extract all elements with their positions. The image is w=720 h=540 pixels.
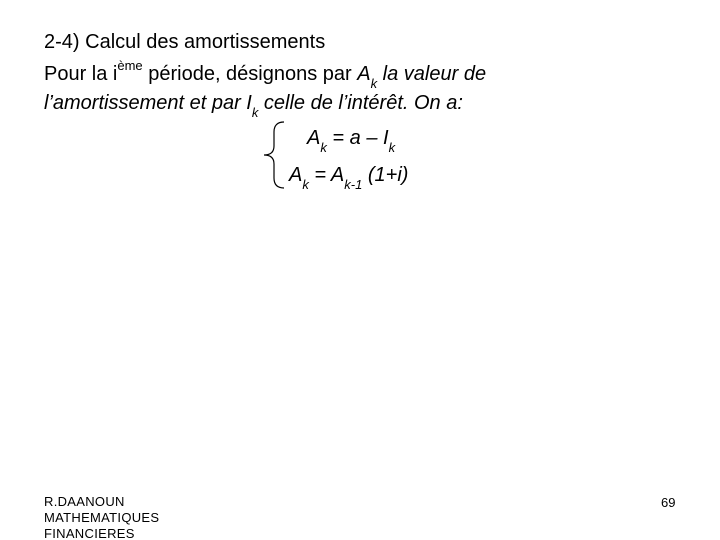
equation-text: = A	[308, 164, 345, 186]
text-segment: l’amortissement et par I	[44, 92, 252, 114]
equation-2	[289, 161, 409, 192]
variable-a: A	[307, 127, 321, 149]
subscript: k	[370, 76, 378, 91]
body-line-2	[44, 89, 463, 120]
footer-line: MATHEMATIQUES	[44, 510, 160, 525]
text-segment: période, désignons par	[142, 63, 358, 85]
superscript: ème	[117, 58, 143, 74]
equation-text: = a – I	[326, 127, 389, 149]
footer-author	[44, 494, 204, 540]
text-segment: Pour la i	[44, 63, 118, 85]
subscript: k	[251, 105, 259, 120]
subscript: k	[320, 140, 327, 155]
text-segment: celle de l’intérêt. On a:	[258, 92, 463, 114]
footer-line: FINANCIERES	[44, 526, 135, 540]
body-line-1	[44, 58, 487, 91]
subscript: k	[388, 140, 396, 155]
footer-line: R.DAANOUN	[44, 494, 125, 509]
page-number: 69	[661, 495, 676, 510]
variable-a: A	[289, 164, 303, 186]
equation-1	[307, 124, 396, 155]
slide-title: 2-4) Calcul des amortissements	[44, 31, 326, 53]
text-segment: la valeur de	[377, 63, 487, 85]
subscript: k-1	[344, 177, 363, 192]
equation-text: (1+i)	[362, 164, 409, 186]
variable-a: A	[357, 63, 371, 85]
subscript: k	[302, 177, 309, 192]
left-brace-icon	[258, 120, 286, 190]
